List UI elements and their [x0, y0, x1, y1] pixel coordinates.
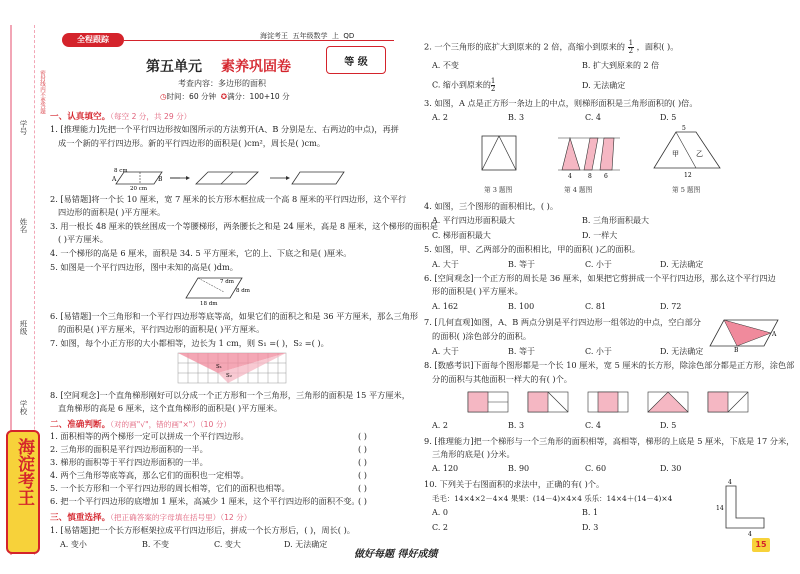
q6-line2: 的面积是( )平方厘米，平行四边形的面积是( )平方厘米。 [58, 324, 265, 334]
c6-opt-c[interactable]: C. 81 [585, 302, 607, 311]
q4-line1: 4. 一个梯形的高是 6 厘米，面积是 34. 5 平方厘米，它的上、下底之和是( )厘米。 [50, 248, 352, 258]
header-badge: 全程跟踪 [62, 33, 124, 47]
c9-opt-c[interactable]: C. 60 [585, 464, 607, 473]
fig4-num-3: 6 [604, 173, 608, 180]
c7-label-b: B [734, 347, 739, 352]
q8-line2: 直角梯形的高是 6 厘米，这个直角梯形的面积是( )平方厘米。 [58, 403, 283, 413]
c2-opt-a[interactable]: A. 不变 [432, 61, 459, 70]
judge-5: 5. 一个长方形和一个平行四边形的周长相等，它们的面积也相等。 [50, 483, 290, 493]
c10-opt-d[interactable]: D. 3 [582, 523, 599, 532]
exam-scope: 考查内容：多边形的面积 [178, 79, 266, 88]
c10-opt-b[interactable]: B. 1 [582, 508, 599, 517]
c8-opt-b[interactable]: B. 3 [508, 421, 525, 430]
c2-opt-frac-den: 2 [490, 85, 496, 93]
q7-s2: S₂ [226, 373, 232, 379]
c7-line2: 的面积( )涂色部分的面积。 [432, 331, 532, 341]
c8-line1: 8. [数感考识]下面每个图形都是一个长 10 厘米，宽 5 厘米的长方形，除涂色部分都是正方形，涂色部 [424, 360, 795, 370]
judge-4: 4. 两个三角形等底等高，那么它们的面积也一定相等。 [50, 470, 249, 480]
section-judge [50, 418, 231, 430]
c8-opt-d[interactable]: D. 5 [660, 421, 677, 430]
c10-label-a: 4 [728, 479, 732, 486]
c4-opt-a[interactable]: A. 平行四边形面积最大 [432, 216, 515, 225]
fig4-num-2: 8 [588, 173, 592, 180]
section-judge-title: 二、准确判断。 [50, 420, 111, 430]
c6-line1: 6. [空间观念]一个正方形的周长是 36 厘米，如果把它剪拼成一个平行四边形，那么这个平行四边 [424, 273, 776, 283]
c10-opt-a[interactable]: A. 0 [432, 508, 448, 517]
q1-figure [110, 150, 350, 190]
c4-opt-b[interactable]: B. 三角形面积最大 [582, 216, 649, 225]
c10-line: 10. 下列关于右图面积的求法中，正确的有( )个。 [424, 479, 605, 489]
c2-tail: ，面积( )。 [636, 41, 679, 52]
sidebar-label-school: 学校 [19, 400, 28, 415]
c2-text: 2. 一个三角形的底扩大到原来的 2 倍，高缩小到原来的 [424, 41, 625, 52]
judge-paren-1[interactable]: ( ) [358, 431, 367, 441]
c2-fraction [628, 40, 634, 55]
c6-opt-a[interactable]: A. 162 [432, 302, 459, 311]
q1-side: 8 cm [114, 168, 128, 174]
sidebar-note: 密封线内不要答题 [39, 70, 45, 114]
c5-opt-a[interactable]: A. 大于 [432, 260, 459, 269]
c8-opt-c[interactable]: C. 4 [585, 421, 602, 430]
c8-line2: 分的面积与其他面积一样大的有( )个。 [432, 374, 572, 384]
judge-paren-4[interactable]: ( ) [358, 470, 367, 480]
sidebar-brand-text: 海淀考王 [14, 438, 34, 506]
q5-figure [180, 272, 260, 308]
c9-opt-b[interactable]: B. 90 [508, 464, 530, 473]
c9-line2: 三角形的底是( )分米。 [432, 449, 515, 459]
c1-line1: 1. [易错题]把一个长方形框架拉成平行四边形后，拼成一个长方形后，( )，周长( )。 [50, 525, 355, 535]
c2-opt-b[interactable]: B. 扩大到原来的 2 倍 [582, 61, 660, 70]
q5-label-a: 7 dm [220, 279, 234, 285]
judge-3: 3. 梯形的面积等于平行四边形面积的一半。 [50, 457, 208, 467]
fig3 [478, 130, 522, 176]
exam-meta [160, 91, 290, 102]
c3-opt-d[interactable]: D. 5 [660, 113, 677, 122]
section-judge-note: （对的画"√"，错的画"×"）（10 分） [110, 420, 231, 429]
c8-figures [466, 388, 766, 418]
unit-label: 第五单元 [146, 59, 202, 75]
c7-opt-a[interactable]: A. 大于 [432, 347, 459, 356]
c2-opt-d[interactable]: D. 无法确定 [582, 81, 626, 90]
footer-slogan: 做好每题 得好成绩 [354, 549, 438, 560]
fig3-caption: 第 3 题图 [484, 186, 513, 194]
sidebar-label-class: 班级 [19, 320, 28, 335]
edition: QD [343, 32, 355, 40]
q7-line1: 7. 如图，每个小正方形的大小都相等，边长为 1 cm，则 S₁ =( )，S₂ =( )。 [50, 338, 329, 348]
header-series [260, 31, 354, 41]
fig5 [652, 124, 724, 180]
page-number: 15 [752, 538, 770, 552]
star-icon: ✪ [220, 92, 228, 101]
c7-figure [708, 316, 780, 352]
c10-methods: 毛毛：14×4×2－4×4 果果：(14－4)×4×4 乐乐：14×4＋(14－4)×4 [432, 494, 673, 503]
fig5-base: 12 [684, 172, 692, 179]
q5-line1: 5. 如图是一个平行四边形，图中未知的高是( )dm。 [50, 262, 238, 272]
q7-s1: S₁ [216, 364, 222, 370]
section-choice-note: （把正确答案的字母填在括号里）（12 分） [110, 513, 252, 522]
fig5-caption: 第 5 题图 [672, 186, 701, 194]
c7-label-a: A [772, 331, 777, 338]
c7-opt-b[interactable]: B. 等于 [508, 347, 535, 356]
judge-paren-5[interactable]: ( ) [358, 483, 367, 493]
c7-opt-c[interactable]: C. 小于 [585, 347, 612, 356]
c1-opt-a[interactable]: A. 变小 [60, 540, 87, 549]
c2-opt-c-fraction [491, 78, 495, 93]
q1-label-a: A [112, 176, 117, 183]
c2-frac-num: 1 [628, 39, 634, 47]
q1-line1: 1. [推理能力]先把一个平行四边形按如图所示的方法剪开(A、B 分别是左、右两边的中点)，再拼 [50, 124, 399, 134]
q2-line1: 2. [易错题]将一个长 10 厘米，宽 7 厘米的长方形木框拉成一个高 8 厘米的平行四边形，这个平行 [50, 194, 407, 204]
c3-line: 3. 如图，A 点是正方形一条边上的中点，则梯形面积是三角形面积的( )倍。 [424, 98, 698, 108]
sidebar-brand [6, 430, 40, 554]
c3-opt-b[interactable]: B. 3 [508, 113, 525, 122]
fig4-num-1: 4 [568, 173, 572, 180]
q2-line2: 四边形的面积是( )平方厘米。 [58, 207, 166, 217]
c4-opt-c[interactable]: C. 梯形面积最大 [432, 231, 491, 240]
fig5-b: 乙 [696, 150, 703, 158]
judge-paren-2[interactable]: ( ) [358, 444, 367, 454]
section-choice [50, 511, 251, 523]
section-fill-note: （每空 2 分，共 29 分） [110, 112, 192, 121]
term: 上 [331, 32, 339, 40]
fig5-a: 甲 [672, 150, 679, 158]
c2-opt-c[interactable] [432, 78, 495, 93]
c10-opt-c[interactable]: C. 2 [432, 523, 449, 532]
c3-opt-c[interactable]: C. 4 [585, 113, 602, 122]
c6-opt-d[interactable]: D. 72 [660, 302, 682, 311]
c2-opt-frac-num: 1 [490, 77, 496, 85]
c5-opt-b[interactable]: B. 等于 [508, 260, 535, 269]
judge-paren-6[interactable]: ( ) [358, 496, 367, 506]
section-fill [50, 110, 191, 122]
q8-line1: 8. [空间观念]一个直角梯形刚好可以分成一个正方形和一个三角形，三角形的面积是 15 平方厘米， [50, 390, 410, 400]
c2-line [424, 40, 678, 55]
series-name: 海淀考王 [260, 32, 288, 40]
clock-icon: ◷ [160, 92, 167, 101]
c4-opt-d[interactable]: D. 一样大 [582, 231, 618, 240]
c10-figure [712, 478, 770, 538]
q6-line1: 6. [易错题]一个三角形和一个平行四边形等底等高，如果它们的面积之和是 36 平方厘米，那么三角形 [50, 311, 419, 321]
grade-box-label: 等 级 [344, 57, 368, 68]
c6-opt-b[interactable]: B. 100 [508, 302, 535, 311]
c10-label-b: 14 [716, 505, 724, 512]
exam-score: 满分：100+10 分 [227, 92, 290, 101]
fig4 [556, 130, 622, 180]
c6-line2: 形的面积是( )平方厘米。 [432, 286, 523, 296]
q1-label-b: B [158, 176, 163, 183]
c9-opt-d[interactable]: D. 30 [660, 464, 682, 473]
c2-frac-den: 2 [628, 47, 634, 55]
c1-opt-d[interactable]: D. 无法确定 [284, 540, 328, 549]
c9-line1: 9. [推理能力]把一个梯形与一个三角形的面积相等，高相等，梯形的上底是 5 厘米，下底是 17 分米， [424, 436, 795, 446]
c3-opt-a[interactable]: A. 2 [432, 113, 448, 122]
q5-label-c: 18 dm [200, 301, 218, 307]
c5-opt-d[interactable]: D. 无法确定 [660, 260, 704, 269]
c10-label-c: 4 [748, 531, 752, 538]
judge-2: 2. 三角形的面积是平行四边形面积的一半。 [50, 444, 208, 454]
c7-opt-d[interactable]: D. 无法确定 [660, 347, 704, 356]
exam-time: 时间：60 分钟 [166, 92, 216, 101]
section-choice-title: 三、慎重选择。 [50, 513, 111, 523]
grade-name: 五年级数学 [292, 32, 328, 40]
unit-title: 素养巩固卷 [221, 59, 291, 75]
sidebar-label-name: 姓名 [19, 218, 28, 233]
fig5-top: 5 [682, 125, 686, 132]
c9-opt-a[interactable]: A. 120 [432, 464, 459, 473]
q3-line1: 3. 用一根长 48 厘米的铁丝围成一个等腰梯形，两条腰长之和是 24 厘米，高是 8 厘米，这个梯形的面积是 [50, 221, 438, 231]
grade-box [326, 46, 386, 74]
fig4-caption: 第 4 题图 [564, 186, 593, 194]
judge-paren-3[interactable]: ( ) [358, 457, 367, 467]
section-fill-title: 一、认真填空。 [50, 112, 111, 122]
q5-label-b: 8 dm [236, 288, 250, 294]
c7-line1: 7. [几何直观]如图，A、B 两点分别是平行四边形一组邻边的中点，空白部分 [424, 317, 701, 327]
judge-6: 6. 把一个平行四边形的底增加 1 厘米，高减少 1 厘米，这个平行四边形的面积不变。 [50, 496, 360, 506]
c8-opt-a[interactable]: A. 2 [432, 421, 448, 430]
sidebar-label-id: 学号 [19, 120, 28, 135]
c2-opt-c-text: C. 缩小到原来的 [432, 80, 491, 90]
c5-opt-c[interactable]: C. 小于 [585, 260, 612, 269]
c5-line: 5. 如图，甲、乙两部分的面积相比，甲的面积( )乙的面积。 [424, 244, 640, 254]
q3-line2: ( )平方厘米。 [58, 234, 108, 244]
q1-base: 20 cm [130, 186, 148, 190]
c1-opt-c[interactable]: C. 变大 [214, 540, 241, 549]
q7-figure [176, 351, 288, 385]
c4-line: 4. 如图，三个图形的面积相比，( )。 [424, 201, 559, 211]
c1-opt-b[interactable]: B. 不变 [142, 540, 169, 549]
q1-line2: 成一个新的平行四边形。新的平行四边形的面积是( )cm²，周长是( )cm。 [58, 138, 326, 148]
judge-1: 1. 面积相等的两个梯形一定可以拼成一个平行四边形。 [50, 431, 249, 441]
